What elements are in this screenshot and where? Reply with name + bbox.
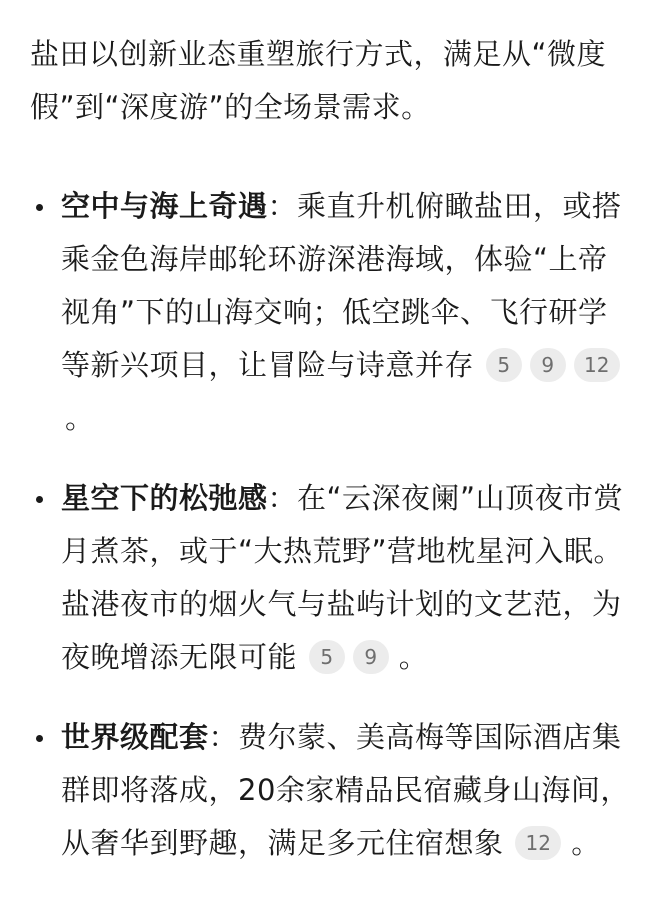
bullet-dot-icon <box>36 204 43 211</box>
item-title: 空中与海上奇遇 <box>61 189 268 223</box>
citation-badge[interactable]: 5 <box>486 348 522 382</box>
citation-badge[interactable]: 9 <box>353 640 389 674</box>
feature-list <box>30 180 632 870</box>
item-colon: ： <box>208 720 239 754</box>
citation-badge[interactable]: 12 <box>515 826 561 860</box>
bullet-dot-icon <box>36 496 43 503</box>
list-item <box>30 180 632 445</box>
item-colon: ： <box>267 481 298 515</box>
item-colon: ： <box>267 189 298 223</box>
list-item <box>30 711 632 870</box>
item-title: 世界级配套 <box>61 720 209 754</box>
item-body: 费尔蒙、美高梅等国际酒店集群即将落成，20余家精品民宿藏身山海间，从奢华到野趣，满足多元住宿想象 <box>61 720 630 860</box>
citation-badge[interactable]: 9 <box>530 348 566 382</box>
item-body: 在“云深夜阑”山顶夜市赏月煮茶，或于“大热荒野”营地枕星河入眠。盐港夜市的烟火气与盐屿计划的文艺范，为夜晚增添无限可能 <box>61 481 624 674</box>
citation-badge[interactable]: 12 <box>574 348 620 382</box>
item-body: 乘直升机俯瞰盐田，或搭乘金色海岸邮轮环游深港海域，体验“上帝视角”下的山海交响；低空跳伞、飞行研学等新兴项目，让冒险与诗意并存 <box>61 189 622 382</box>
item-end: 。 <box>398 640 429 674</box>
intro-paragraph: 盐田以创新业态重塑旅行方式，满足从“微度假”到“深度游”的全场景需求。 <box>30 37 607 124</box>
list-item <box>30 472 632 684</box>
item-title: 星空下的松弛感 <box>61 481 268 515</box>
bullet-dot-icon <box>36 735 43 742</box>
item-end: 。 <box>571 826 601 860</box>
citation-badge[interactable]: 5 <box>309 640 345 674</box>
item-end: 。 <box>65 401 95 435</box>
